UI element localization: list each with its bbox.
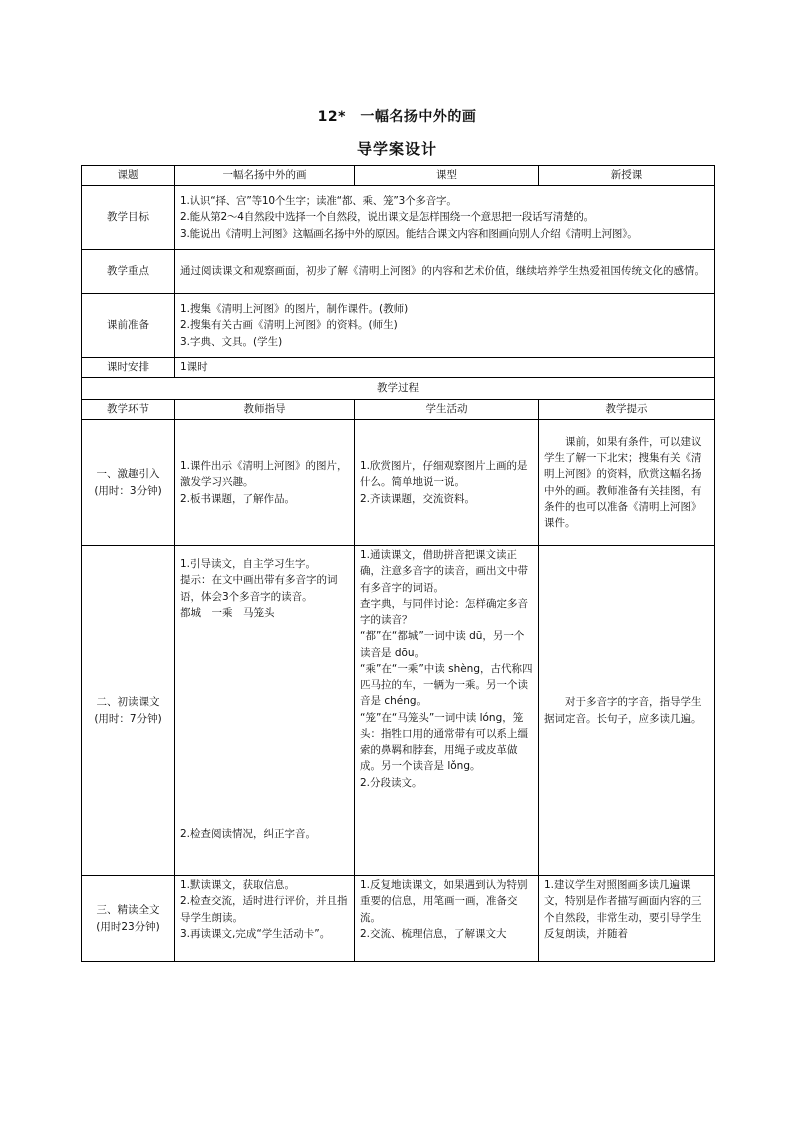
teacher-item: 提示：在文中画出带有多音字的词语，体会3个多音字的读音。 bbox=[180, 574, 338, 603]
stage-name: 三、精读全文 bbox=[96, 904, 160, 917]
schedule-label: 课时安排 bbox=[82, 358, 175, 378]
stage-tip: 对于多音字的字音，指导学生据词定音。长句子，应多读几遍。 bbox=[539, 546, 715, 876]
process-header-row bbox=[82, 400, 715, 420]
stage-student-cell bbox=[355, 420, 539, 546]
stage-time: (用时：3分钟) bbox=[94, 484, 162, 497]
stage-row-1 bbox=[82, 420, 715, 546]
stage-time: (用时：7分钟) bbox=[94, 712, 162, 725]
teacher-item: 3.再读课文,完成“学生活动卡”。 bbox=[180, 927, 331, 940]
lesson-plan-table bbox=[81, 165, 715, 962]
goal-item: 3.能说出《清明上河图》这幅画名扬中外的原因。能结合课文内容和图画向别人介绍《清明上河图》。 bbox=[180, 227, 638, 240]
teacher-item: 1.引导读文，自主学习生字。 bbox=[180, 558, 317, 570]
prep-item: 1.搜集《清明上河图》的图片，制作课件。(教师) bbox=[180, 303, 409, 316]
process-title: 教学过程 bbox=[82, 378, 715, 400]
focus-content: 通过阅读课文和观察画面，初步了解《清明上河图》的内容和艺术价值，继续培养学生热爱祖国传统文化的感情。 bbox=[175, 250, 715, 294]
stage-name-cell bbox=[82, 546, 175, 876]
header-row bbox=[82, 166, 715, 186]
prep-row bbox=[82, 294, 715, 358]
student-item: 1.通读课文，借助拼音把课文读正确，注意多音字的读音，画出文中带有多音字的词语。 bbox=[360, 549, 528, 594]
prep-label: 课前准备 bbox=[82, 294, 175, 358]
student-item: “笼”在“马笼头”一词中读 lóng，笼头：指牲口用的通常带有可以系上缰索的鼻羁和脖套，用绳子或皮革做成。另一个读音是 lǒng。 bbox=[360, 711, 528, 773]
stage-row-3 bbox=[82, 876, 715, 962]
goals-content bbox=[175, 186, 715, 250]
student-item: 2.交流、梳理信息，了解课文大 bbox=[360, 927, 507, 940]
type-value: 新授课 bbox=[539, 166, 715, 186]
stage-time: (用时23分钟) bbox=[96, 920, 160, 933]
stage-row-2 bbox=[82, 546, 715, 876]
student-item: 查字典，与同伴讨论：怎样确定多音字的读音？ bbox=[360, 597, 528, 627]
prep-item: 3.字典、文具。(学生) bbox=[180, 335, 283, 348]
stage-teacher-cell bbox=[175, 420, 355, 546]
prep-item: 2.搜集有关古画《清明上河图》的资料。(师生) bbox=[180, 319, 398, 332]
document-subtitle: 导学案设计 bbox=[356, 140, 437, 158]
student-item: “乘”在“一乘”中读 shèng，古代称四匹马拉的车，一辆为一乘。另一个读音是 chéng。 bbox=[360, 662, 533, 708]
student-item: “都”在“都城”一词中读 dū，另一个读音是 dōu。 bbox=[360, 630, 525, 659]
stage-student-cell bbox=[355, 876, 539, 962]
process-header-student: 学生活动 bbox=[355, 400, 539, 420]
process-header-tip: 教学提示 bbox=[539, 400, 715, 420]
schedule-value: 1课时 bbox=[175, 358, 715, 378]
focus-row bbox=[82, 250, 715, 294]
topic-label: 课题 bbox=[82, 166, 175, 186]
schedule-row bbox=[82, 358, 715, 378]
spacer bbox=[180, 621, 349, 826]
document-title: 12* 一幅名扬中外的画 bbox=[317, 109, 477, 125]
topic-value: 一幅名扬中外的画 bbox=[175, 166, 355, 186]
teacher-item: 2.检查交流，适时进行评价，并且指导学生朗读。 bbox=[180, 895, 348, 924]
teacher-item: 都城 一乘 马笼头 bbox=[180, 606, 275, 619]
stage-tip: 1.建议学生对照图画多读几遍课文，特别是作者描写画面内容的三个自然段，非常生动，要引导学生反复朗读，并随着 bbox=[539, 876, 715, 962]
process-header-teacher: 教师指导 bbox=[175, 400, 355, 420]
student-item: 1.反复地读课文，如果遇到认为特别重要的信息，用笔画一画，准备交流。 bbox=[360, 879, 528, 924]
teacher-item: 1.默读课文，获取信息。 bbox=[180, 879, 296, 891]
stage-teacher-cell bbox=[175, 876, 355, 962]
stage-name-cell bbox=[82, 420, 175, 546]
goal-item: 2.能从第2～4自然段中选择一个自然段，说出课文是怎样围绕一个意思把一段话写清楚的。 bbox=[180, 211, 594, 224]
focus-label: 教学重点 bbox=[82, 250, 175, 294]
type-label: 课型 bbox=[355, 166, 539, 186]
process-header-stage: 教学环节 bbox=[82, 400, 175, 420]
teacher-item: 1.课件出示《清明上河图》的图片，激发学习兴趣。 bbox=[180, 460, 348, 489]
stage-name-cell bbox=[82, 876, 175, 962]
student-item: 2.齐读课题，交流资料。 bbox=[360, 492, 476, 505]
process-title-row bbox=[82, 378, 715, 400]
student-item: 1.欣赏图片，仔细观察图片上画的是什么。简单地说一说。 bbox=[360, 460, 528, 489]
goal-item: 1.认识“择、宫”等10个生字；读准“都、乘、笼”3个多音字。 bbox=[180, 195, 457, 208]
stage-name: 一、激趣引入 bbox=[96, 468, 160, 481]
stage-name: 二、初读课文 bbox=[96, 696, 160, 709]
teacher-item: 2.板书课题，了解作品。 bbox=[180, 492, 296, 505]
stage-student-cell bbox=[355, 546, 539, 876]
stage-teacher-cell bbox=[175, 546, 355, 876]
goals-row bbox=[82, 186, 715, 250]
goals-label: 教学目标 bbox=[82, 186, 175, 250]
prep-content bbox=[175, 294, 715, 358]
student-item: 2.分段读文。 bbox=[360, 776, 423, 789]
stage-tip: 课前，如果有条件，可以建议学生了解一下北宋；搜集有关《清明上河图》的资料，欣赏这幅名扬中外的画。教师准备有关挂图，有条件的也可以准备《清明上河图》课件。 bbox=[539, 420, 715, 546]
teacher-item: 2.检查阅读情况，纠正字音。 bbox=[180, 828, 317, 841]
